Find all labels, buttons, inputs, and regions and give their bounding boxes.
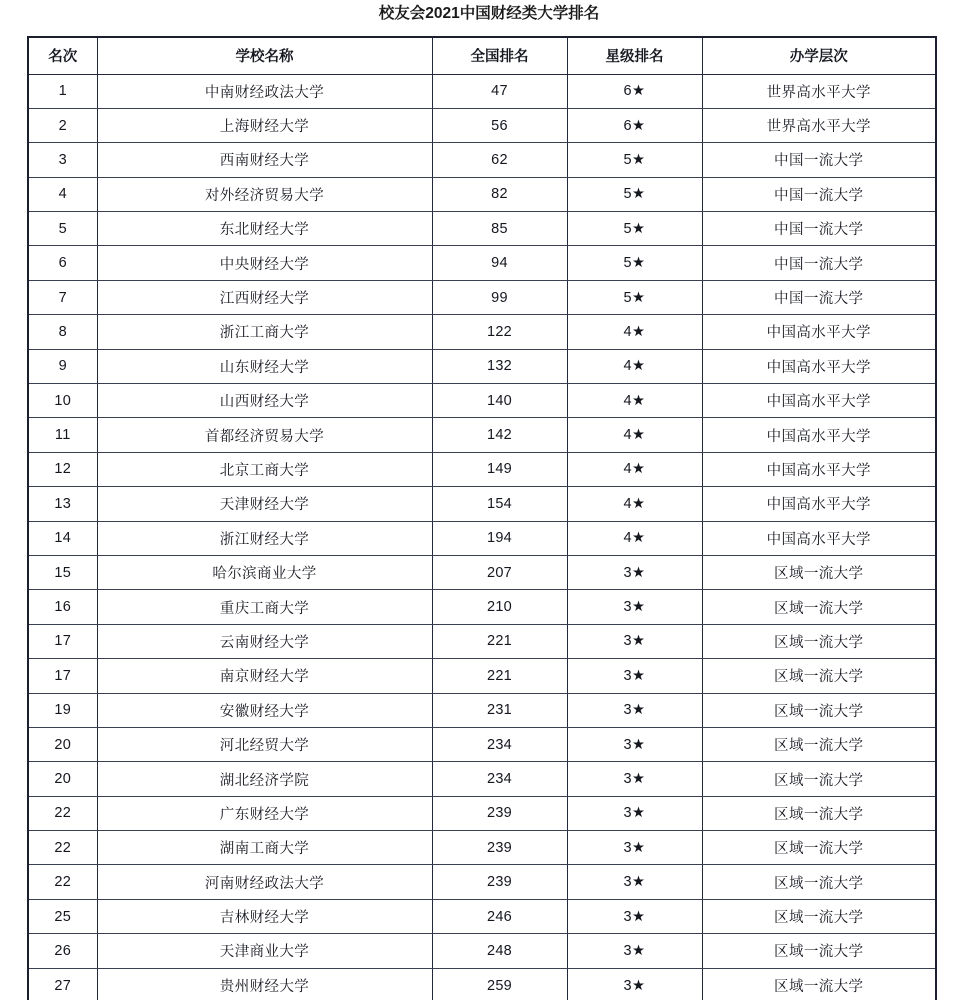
cell-level: 区域一流大学 (702, 934, 935, 968)
cell-school-name: 南京财经大学 (97, 659, 432, 693)
cell-school-name: 山西财经大学 (97, 384, 432, 418)
column-header-national-rank: 全国排名 (432, 38, 567, 74)
cell-school-name: 云南财经大学 (97, 624, 432, 658)
cell-national-rank: 149 (432, 452, 567, 486)
ranking-table (29, 38, 935, 1000)
cell-level: 中国高水平大学 (702, 452, 935, 486)
cell-rank: 9 (29, 349, 97, 383)
cell-level: 中国一流大学 (702, 143, 935, 177)
cell-star-rank: 3★ (567, 796, 702, 830)
cell-rank: 20 (29, 727, 97, 761)
table-row (29, 521, 935, 555)
cell-level: 区域一流大学 (702, 831, 935, 865)
cell-star-rank: 4★ (567, 349, 702, 383)
cell-level: 中国高水平大学 (702, 384, 935, 418)
cell-rank: 4 (29, 177, 97, 211)
cell-school-name: 天津财经大学 (97, 487, 432, 521)
cell-star-rank: 5★ (567, 280, 702, 314)
cell-level: 区域一流大学 (702, 865, 935, 899)
table-row (29, 384, 935, 418)
cell-school-name: 西南财经大学 (97, 143, 432, 177)
cell-rank: 6 (29, 246, 97, 280)
cell-rank: 22 (29, 865, 97, 899)
cell-school-name: 吉林财经大学 (97, 899, 432, 933)
cell-rank: 17 (29, 659, 97, 693)
cell-star-rank: 3★ (567, 968, 702, 1000)
cell-national-rank: 82 (432, 177, 567, 211)
column-header-star-rank: 星级排名 (567, 38, 702, 74)
cell-school-name: 首都经济贸易大学 (97, 418, 432, 452)
cell-national-rank: 259 (432, 968, 567, 1000)
cell-rank: 7 (29, 280, 97, 314)
column-header-school: 学校名称 (97, 38, 432, 74)
cell-rank: 22 (29, 796, 97, 830)
cell-national-rank: 239 (432, 865, 567, 899)
cell-national-rank: 154 (432, 487, 567, 521)
cell-national-rank: 207 (432, 555, 567, 589)
cell-school-name: 中央财经大学 (97, 246, 432, 280)
table-row (29, 212, 935, 246)
cell-school-name: 天津商业大学 (97, 934, 432, 968)
cell-school-name: 对外经济贸易大学 (97, 177, 432, 211)
table-row (29, 590, 935, 624)
table-row (29, 762, 935, 796)
cell-school-name: 东北财经大学 (97, 212, 432, 246)
cell-national-rank: 210 (432, 590, 567, 624)
cell-star-rank: 6★ (567, 108, 702, 142)
table-row (29, 659, 935, 693)
ranking-table-container (27, 36, 937, 1000)
cell-star-rank: 3★ (567, 727, 702, 761)
cell-level: 区域一流大学 (702, 590, 935, 624)
cell-level: 中国一流大学 (702, 177, 935, 211)
cell-school-name: 重庆工商大学 (97, 590, 432, 624)
cell-school-name: 河北经贸大学 (97, 727, 432, 761)
table-row (29, 968, 935, 1000)
cell-national-rank: 234 (432, 727, 567, 761)
cell-school-name: 浙江工商大学 (97, 315, 432, 349)
cell-national-rank: 94 (432, 246, 567, 280)
cell-star-rank: 3★ (567, 865, 702, 899)
cell-star-rank: 3★ (567, 899, 702, 933)
cell-star-rank: 3★ (567, 659, 702, 693)
cell-rank: 8 (29, 315, 97, 349)
cell-level: 世界高水平大学 (702, 108, 935, 142)
cell-school-name: 浙江财经大学 (97, 521, 432, 555)
cell-national-rank: 239 (432, 831, 567, 865)
cell-star-rank: 4★ (567, 521, 702, 555)
cell-star-rank: 3★ (567, 762, 702, 796)
cell-national-rank: 231 (432, 693, 567, 727)
cell-level: 中国高水平大学 (702, 521, 935, 555)
cell-star-rank: 3★ (567, 831, 702, 865)
cell-star-rank: 3★ (567, 555, 702, 589)
cell-rank: 27 (29, 968, 97, 1000)
cell-rank: 12 (29, 452, 97, 486)
cell-national-rank: 56 (432, 108, 567, 142)
cell-star-rank: 5★ (567, 212, 702, 246)
cell-national-rank: 221 (432, 624, 567, 658)
cell-rank: 19 (29, 693, 97, 727)
cell-star-rank: 4★ (567, 384, 702, 418)
cell-rank: 17 (29, 624, 97, 658)
table-row (29, 693, 935, 727)
table-row (29, 143, 935, 177)
cell-level: 区域一流大学 (702, 727, 935, 761)
table-row (29, 555, 935, 589)
cell-school-name: 中南财经政法大学 (97, 74, 432, 108)
table-row (29, 315, 935, 349)
cell-national-rank: 122 (432, 315, 567, 349)
cell-rank: 10 (29, 384, 97, 418)
cell-star-rank: 5★ (567, 177, 702, 211)
cell-rank: 13 (29, 487, 97, 521)
cell-star-rank: 5★ (567, 143, 702, 177)
cell-rank: 1 (29, 74, 97, 108)
cell-star-rank: 3★ (567, 624, 702, 658)
cell-school-name: 山东财经大学 (97, 349, 432, 383)
cell-rank: 3 (29, 143, 97, 177)
cell-school-name: 湖北经济学院 (97, 762, 432, 796)
cell-star-rank: 4★ (567, 315, 702, 349)
table-row (29, 349, 935, 383)
cell-level: 世界高水平大学 (702, 74, 935, 108)
table-row (29, 831, 935, 865)
cell-school-name: 江西财经大学 (97, 280, 432, 314)
table-header (29, 38, 935, 74)
cell-national-rank: 246 (432, 899, 567, 933)
table-row (29, 177, 935, 211)
cell-level: 中国一流大学 (702, 246, 935, 280)
cell-level: 区域一流大学 (702, 624, 935, 658)
table-row (29, 487, 935, 521)
cell-rank: 15 (29, 555, 97, 589)
cell-national-rank: 142 (432, 418, 567, 452)
cell-level: 中国一流大学 (702, 212, 935, 246)
table-header-row (29, 38, 935, 74)
cell-rank: 22 (29, 831, 97, 865)
cell-level: 区域一流大学 (702, 968, 935, 1000)
cell-rank: 2 (29, 108, 97, 142)
cell-star-rank: 5★ (567, 246, 702, 280)
cell-level: 中国高水平大学 (702, 487, 935, 521)
cell-level: 区域一流大学 (702, 693, 935, 727)
cell-school-name: 安徽财经大学 (97, 693, 432, 727)
cell-rank: 20 (29, 762, 97, 796)
cell-school-name: 湖南工商大学 (97, 831, 432, 865)
table-row (29, 108, 935, 142)
cell-national-rank: 234 (432, 762, 567, 796)
cell-rank: 5 (29, 212, 97, 246)
cell-school-name: 北京工商大学 (97, 452, 432, 486)
table-row (29, 452, 935, 486)
cell-school-name: 上海财经大学 (97, 108, 432, 142)
page-title: 校友会2021中国财经类大学排名 (378, 5, 600, 22)
table-row (29, 796, 935, 830)
cell-level: 区域一流大学 (702, 796, 935, 830)
cell-level: 中国一流大学 (702, 280, 935, 314)
cell-rank: 14 (29, 521, 97, 555)
table-row (29, 418, 935, 452)
cell-national-rank: 194 (432, 521, 567, 555)
cell-national-rank: 62 (432, 143, 567, 177)
table-row (29, 865, 935, 899)
table-row (29, 934, 935, 968)
table-row (29, 727, 935, 761)
column-header-rank: 名次 (29, 38, 97, 74)
cell-star-rank: 3★ (567, 934, 702, 968)
cell-star-rank: 6★ (567, 74, 702, 108)
table-row (29, 624, 935, 658)
column-header-level: 办学层次 (702, 38, 935, 74)
cell-national-rank: 99 (432, 280, 567, 314)
cell-level: 区域一流大学 (702, 899, 935, 933)
cell-rank: 26 (29, 934, 97, 968)
cell-star-rank: 3★ (567, 693, 702, 727)
cell-national-rank: 85 (432, 212, 567, 246)
table-row (29, 74, 935, 108)
cell-rank: 16 (29, 590, 97, 624)
cell-rank: 11 (29, 418, 97, 452)
cell-national-rank: 221 (432, 659, 567, 693)
cell-school-name: 河南财经政法大学 (97, 865, 432, 899)
cell-national-rank: 140 (432, 384, 567, 418)
cell-star-rank: 4★ (567, 487, 702, 521)
cell-level: 区域一流大学 (702, 762, 935, 796)
cell-national-rank: 47 (432, 74, 567, 108)
cell-level: 中国高水平大学 (702, 418, 935, 452)
cell-school-name: 贵州财经大学 (97, 968, 432, 1000)
cell-level: 区域一流大学 (702, 555, 935, 589)
table-row (29, 899, 935, 933)
table-body (29, 74, 935, 1000)
cell-rank: 25 (29, 899, 97, 933)
cell-national-rank: 132 (432, 349, 567, 383)
cell-level: 中国高水平大学 (702, 315, 935, 349)
table-row (29, 246, 935, 280)
cell-school-name: 哈尔滨商业大学 (97, 555, 432, 589)
cell-star-rank: 3★ (567, 590, 702, 624)
cell-star-rank: 4★ (567, 418, 702, 452)
cell-level: 区域一流大学 (702, 659, 935, 693)
cell-national-rank: 248 (432, 934, 567, 968)
cell-national-rank: 239 (432, 796, 567, 830)
cell-level: 中国高水平大学 (702, 349, 935, 383)
cell-star-rank: 4★ (567, 452, 702, 486)
table-row (29, 280, 935, 314)
cell-school-name: 广东财经大学 (97, 796, 432, 830)
